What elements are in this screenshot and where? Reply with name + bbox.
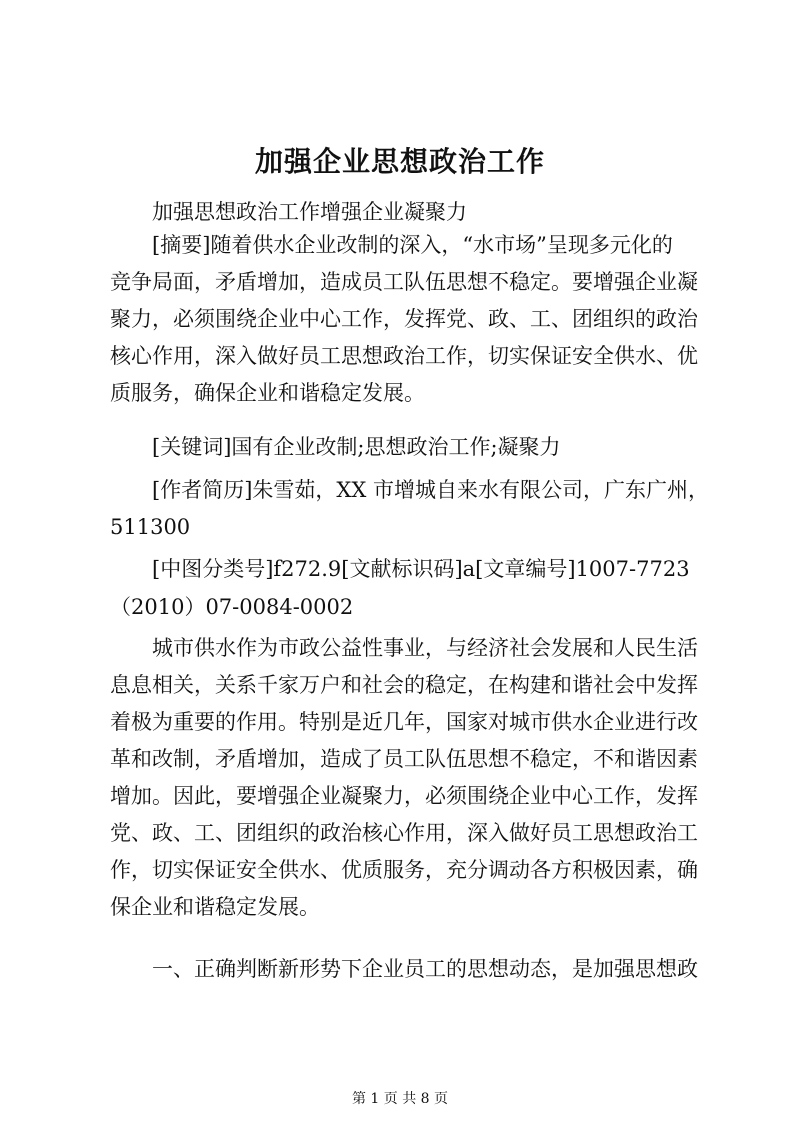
page-number: 第 1 页 共 8 页 — [351, 1091, 449, 1107]
section-heading: 一、正确判断新形势下企业员工的思想动态，是加强思想政 — [152, 957, 698, 981]
abstract-line: 质服务，确保企业和谐稳定发展。 — [110, 381, 425, 405]
classification-line: [中图分类号]f272.9[文献标识码]a[文章编号]1007-7723 — [152, 557, 690, 581]
body-line: 保企业和谐稳定发展。 — [110, 895, 320, 919]
keywords-line: [关键词]国有企业改制;思想政治工作;凝聚力 — [152, 435, 561, 459]
classification-line: （2010）07-0084-0002 — [110, 595, 354, 619]
body-line: 息息相关，关系千家万户和社会的稳定，在构建和谐社会中发挥 — [110, 673, 698, 697]
abstract-line: 核心作用，深入做好员工思想政治工作，切实保证安全供水、优 — [110, 344, 698, 368]
author-line: [作者简历]朱雪茹，XX 市增城自来水有限公司，广东广州， — [152, 478, 709, 502]
author-line: 511300 — [110, 515, 191, 539]
body-line: 增加。因此，要增强企业凝聚力，必须围绕企业中心工作，发挥 — [110, 784, 698, 808]
body-line: 城市供水作为市政公益性事业，与经济社会发展和人民生活 — [152, 636, 698, 660]
document-title: 加强企业思想政治工作 — [254, 145, 545, 178]
body-line: 党、政、工、团组织的政治核心作用，深入做好员工思想政治工 — [110, 821, 698, 845]
body-line: 作，切实保证安全供水、优质服务，充分调动各方积极因素，确 — [110, 858, 698, 882]
document-subtitle: 加强思想政治工作增强企业凝聚力 — [152, 200, 467, 224]
body-line: 革和改制，矛盾增加，造成了员工队伍思想不稳定，不和谐因素 — [110, 747, 698, 771]
body-line: 着极为重要的作用。特别是近几年，国家对城市供水企业进行改 — [110, 710, 698, 734]
abstract-line: [摘要]随着供水企业改制的深入，“水市场”呈现多元化的 — [152, 233, 673, 257]
abstract-line: 竞争局面，矛盾增加，造成员工队伍思想不稳定。要增强企业凝 — [110, 270, 698, 294]
abstract-line: 聚力，必须围绕企业中心工作，发挥党、政、工、团组织的政治 — [110, 307, 698, 331]
